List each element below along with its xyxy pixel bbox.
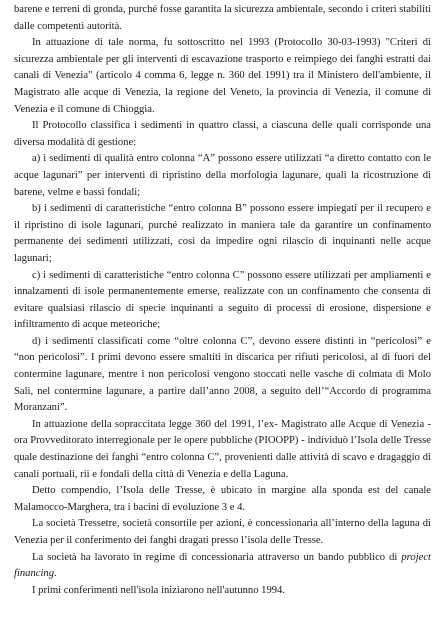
paragraph-3: Il Protocollo classifica i sedimenti in quattro classi, a ciascuna delle quali corrisponde una diversa modalità di gestione: (14, 120, 431, 148)
pf-italic-term: project financing (14, 551, 431, 580)
paragraph-first-deliveries: I primi conferimenti nell'isola iniziarono nell'autunno 1994. (32, 584, 286, 596)
list-item-d: d) i sedimenti classificati come “oltre colonna C”, devono essere distinti in “pericolosi” e “non pericolosi”. I primi devono essere smaltiti in discarica per rifiuti pericolosi, al di fuori del conterminе lagunare, mentre i non pericolosi vengono stoccati nelle vasche di colmata di Molo Sali, nel conterminе lagunare, a partire dall’anno 2008, a seguito dell’“Accordo di programma Moranzani”. (14, 335, 431, 414)
list-item-a: a) i sedimenti di qualità entro colonna “A” possono essere utilizzati “a diretto contatto con le acque lagunari” per interventi di ripristino della morfologia lagunare, quali la ricostruzione di barene, velme e bassi fondali; (14, 153, 431, 198)
paragraph-tresse-location: Detto compendio, l’Isola delle Tresse, è ubicato in margine alla sponda est del canale Malamocco-Marghera, tra i bacini di evoluzione 3 e 4. (14, 485, 431, 513)
list-item-c: c) i sedimenti di caratteristiche “entro colonna C” possono essere utilizzati per ampliamenti e innalzamenti di isole permanentemente emerse, realizzate con un confinamento che consenta di evitare qualsiasi rilascio di specie inquinanti a seguito di processi di erosione, dispersione e infiltramento di acque meteoriche; (14, 269, 431, 331)
paragraph-1: barene e terreni di gronda, purché fosse garantita la sicurezza ambientale, secondo i criteri stabiliti dalle competenti autorità. (14, 4, 431, 32)
paragraph-tressetre: La società Tressetre, società consortile per azioni, è concessionaria all’interno della laguna di Venezia per il conferimento dei fanghi dragati presso l’isola delle Tresse. (14, 518, 431, 546)
paragraph-tresse-destination: In attuazione della sopraccitata legge 360 del 1991, l’ex- Magistrato alle Acque di Venezia - ora Provveditorato interregionale per le opere pubbliche (PIOOPP) - individuò l’Isola delle Tresse quale destinazione dei fanghi “entro colonna C”, provenienti dalle attività di scavo e dragaggio di canali portuali, rii e fondali della città di Venezia e della Laguna. (14, 418, 431, 480)
pf-text-before: La società ha lavorato in regime di concessionaria attraverso un bando pubblico di (32, 551, 402, 563)
paragraph-project-financing (14, 550, 431, 583)
pf-text-after: . (54, 568, 57, 580)
list-item-b: b) i sedimenti di caratteristiche “entro colonna B” possono essere impiegati per il recupero e il ripristino di isole lagunari, purché realizzato in maniera tale da garantire un confinamento permanente dei sedimenti utilizzati, così da impedire ogni rilascio di inquinanti nelle acque lagunari; (14, 203, 431, 264)
paragraph-2: In attuazione di tale norma, fu sottoscritto nel 1993 (Protocollo 30-03-1993) "Criteri di sicurezza ambientale per gli interventi di escavazione trasporto e reimpiego dei fanghi estratti dai canali di Venezia" (articolo 4 comma 6, legge n. 360 del 1991) tra il Ministero dell'ambiente, il Magistrato alle acque di Venezia, la regione del Veneto, la provincia di Venezia, il comune di Venezia e il comune di Chioggia. (14, 37, 431, 115)
